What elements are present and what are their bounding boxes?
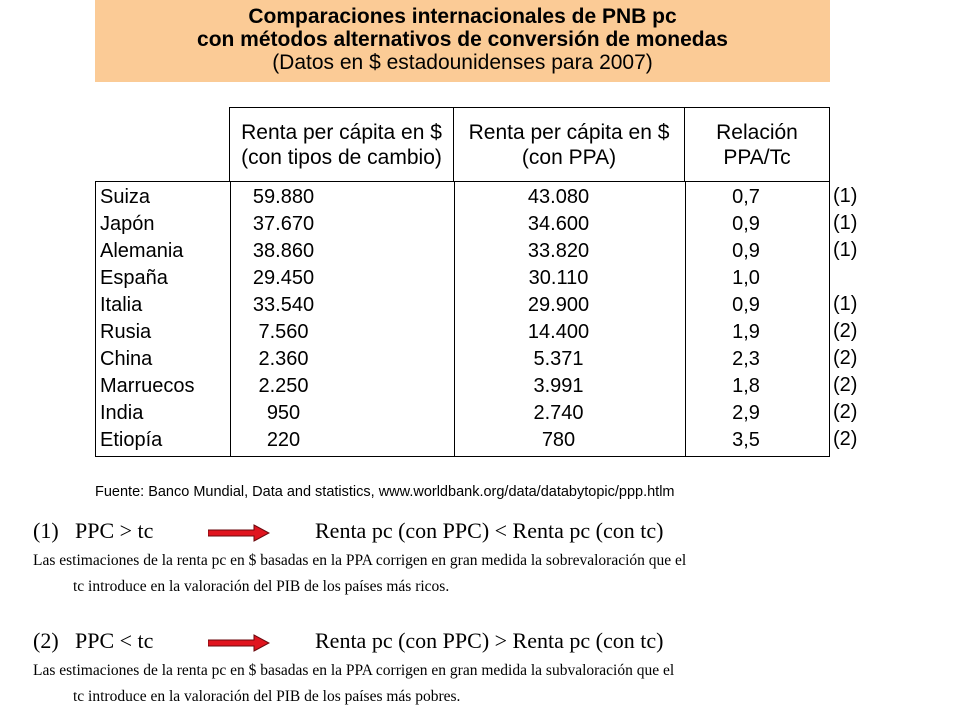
note1-text (33, 548, 933, 600)
header-col1-line2: (con tipos de cambio) (241, 146, 442, 169)
table-row (96, 184, 831, 211)
note2-text-line1: Las estimaciones de la renta pc en $ basadas en la PPA corrigen en gran medida la subvaloración que el (33, 662, 675, 679)
value-ratio: 1,0 (732, 267, 760, 289)
note1-result: Renta pc (con PPC) < Renta pc (con tc) (315, 518, 664, 543)
country-name: Etiopía (100, 429, 163, 451)
value-ppa: 3.991 (533, 375, 584, 397)
value-ratio: 0,9 (732, 240, 760, 262)
value-ppa: 2.740 (533, 402, 584, 424)
country-name: Italia (100, 294, 143, 316)
data-table (95, 181, 830, 457)
table-row (96, 427, 831, 454)
table-row (96, 400, 831, 427)
header-col1-line1: Renta per cápita en $ (241, 121, 442, 144)
value-tc: 7.560 (258, 321, 309, 343)
note1-text-line1: Las estimaciones de la renta pc en $ basadas en la PPA corrigen en gran medida la sobrevaloración que el (33, 552, 687, 569)
header-col2-line1: Renta per cápita en $ (468, 121, 670, 144)
title-line2: con métodos alternativos de conversión de monedas (197, 28, 728, 51)
country-name: Japón (100, 213, 155, 235)
note2-condition: PPC < tc (75, 628, 154, 653)
value-tc: 29.450 (252, 267, 315, 289)
country-name: Alemania (100, 240, 184, 262)
row-note: (2) (833, 320, 858, 342)
header-col2 (453, 107, 685, 182)
value-tc: 2.360 (258, 348, 309, 370)
title-line1: Comparaciones internacionales de PNB pc (248, 5, 677, 28)
header-col2-line2: (con PPA) (521, 146, 617, 169)
value-ratio: 1,9 (732, 321, 760, 343)
note2-text-line2: tc introduce en la valoración del PIB de los países más pobres. (73, 688, 461, 705)
note2-label: (2) (33, 628, 59, 653)
row-note: (1) (833, 212, 858, 234)
value-tc: 37.670 (252, 213, 315, 235)
header-col1 (229, 107, 454, 182)
source-citation: Fuente: Banco Mundial, Data and statistics, www.worldbank.org/data/databytopic/ppp.htlm (95, 484, 675, 500)
value-ppa: 5.371 (533, 348, 584, 370)
value-ratio: 0,9 (732, 294, 760, 316)
country-name: Suiza (100, 186, 151, 208)
value-ratio: 2,9 (732, 402, 760, 424)
value-ppa: 14.400 (527, 321, 590, 343)
value-ratio: 3,5 (732, 429, 760, 451)
value-tc: 59.880 (252, 186, 315, 208)
country-name: España (100, 267, 168, 289)
value-ratio: 2,3 (732, 348, 760, 370)
header-col3-line2: PPA/Tc (723, 146, 791, 169)
value-tc: 220 (266, 429, 301, 451)
row-note: (2) (833, 374, 858, 396)
value-ppa: 29.900 (527, 294, 590, 316)
row-note: (1) (833, 185, 858, 207)
note2-result: Renta pc (con PPC) > Renta pc (con tc) (315, 628, 664, 653)
country-name: India (100, 402, 144, 424)
value-ppa: 33.820 (527, 240, 590, 262)
header-col3 (684, 107, 830, 182)
header-col3-line1: Relación (716, 121, 798, 144)
value-ratio: 1,8 (732, 375, 760, 397)
title-line3: (Datos en $ estadounidenses para 2007) (272, 51, 653, 74)
right-arrow-icon (208, 523, 270, 543)
value-tc: 950 (266, 402, 301, 424)
value-ppa: 34.600 (527, 213, 590, 235)
note1-condition: PPC > tc (75, 518, 154, 543)
table-row (96, 238, 831, 265)
value-ratio: 0,9 (732, 213, 760, 235)
value-tc: 38.860 (252, 240, 315, 262)
table-row (96, 346, 831, 373)
row-note: (2) (833, 428, 858, 450)
value-tc: 33.540 (252, 294, 315, 316)
table-row (96, 292, 831, 319)
note1-text-line2: tc introduce en la valoración del PIB de los países más ricos. (73, 578, 450, 595)
country-name: Rusia (100, 321, 152, 343)
value-ratio: 0,7 (732, 186, 760, 208)
row-note: (2) (833, 401, 858, 423)
table-row (96, 373, 831, 400)
country-name: China (100, 348, 153, 370)
right-arrow-icon (208, 633, 270, 653)
value-ppa: 30.110 (528, 267, 589, 289)
value-ppa: 43.080 (527, 186, 590, 208)
note1-label: (1) (33, 518, 59, 543)
table-row (96, 211, 831, 238)
note2-text (33, 658, 933, 710)
row-note: (1) (833, 239, 858, 261)
row-note: (2) (833, 347, 858, 369)
value-ppa: 780 (541, 429, 576, 451)
row-note: (1) (833, 293, 858, 315)
country-name: Marruecos (100, 375, 195, 397)
table-row (96, 265, 831, 292)
value-tc: 2.250 (258, 375, 309, 397)
table-row (96, 319, 831, 346)
title-box (95, 0, 830, 82)
